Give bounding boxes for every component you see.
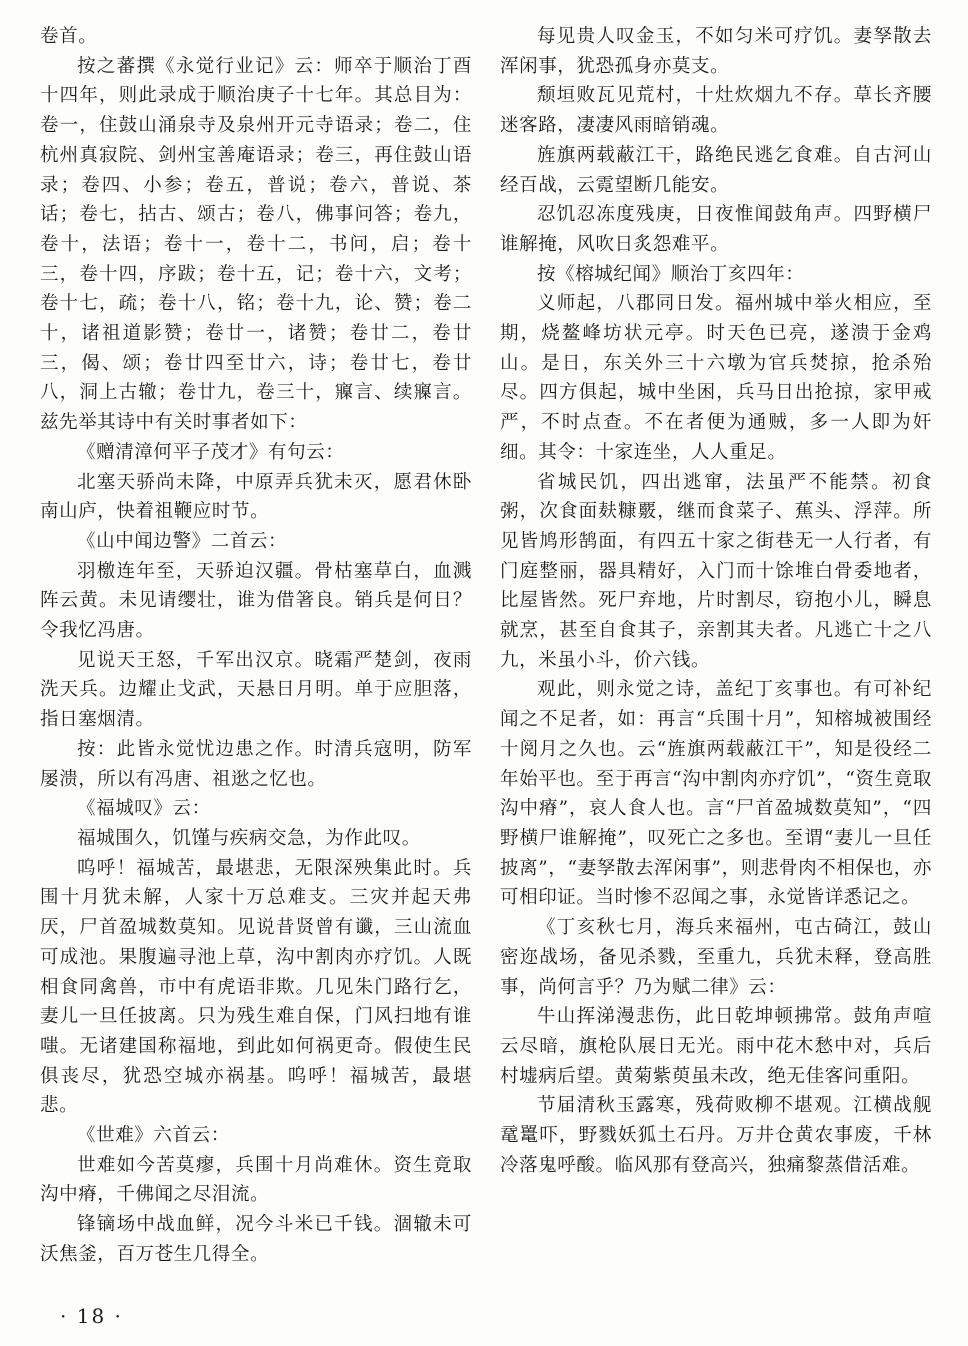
paragraph: 锋镝场中战血鲜，况今斗米已千钱。涸辙未可沃焦釜，百万苍生几得全。	[40, 1214, 472, 1265]
paragraph: 《福城叹》云：	[77, 798, 211, 820]
paragraph: 节届清秋玉露寒，残荷败柳不堪观。江横战舰鼋鼍吓，野戮妖狐土石丹。万井仓黄农事废，千林冷落鬼呼酸。临风那有登高兴，独痛黎蒸借活难。	[500, 1095, 932, 1176]
paragraph: 卷首。	[40, 26, 98, 47]
paragraph: 义师起，八郡同日发。福州城中举火相应，至期，烧鳌峰坊状元亭。时天色已亮，遂溃于金鸡山。是日，东关外三十六墩为官兵焚掠，抢杀殆尽。四方俱起，城中坐困，兵马日出抢掠，家甲戒严，不时点查。不在者便为通贼，多一人即为奸细。其令：十家连坐，人人重足。	[500, 293, 932, 463]
paragraph: 呜呼！福城苦，最堪悲，无限深殃集此时。兵围十月犹未解，人家十万总难支。三灾并起天弗厌，尸首盈城数莫知。见说昔贤曾有谶，三山流血可成池。果腹遍寻池上草，沟中割肉亦疗饥。人既相食同禽兽，市中有虎语非欺。几见朱门路行乞，妻儿一旦任披离。只为残生难自保，门风扫地有谁嗤。无诸建国称福地，到此如何祸更奇。假使生民俱丧尽，犹恐空城亦祸基。呜呼！福城苦，最堪悲。	[40, 857, 472, 1117]
paragraph: 按《榕城纪闻》顺治丁亥四年：	[537, 263, 805, 285]
paragraph: 每见贵人叹金玉，不如匀米可疗饥。妻孥散去浑闲事，犹恐孤身亦莫支。	[500, 26, 932, 77]
paragraph: 北塞天骄尚未降，中原弄兵犹未灭，愿君休卧南山庐，快着祖鞭应时节。	[40, 471, 472, 523]
paragraph: 《世难》六首云：	[77, 1125, 230, 1147]
paragraph: 《赠清漳何平子茂才》有句云：	[77, 441, 345, 463]
paragraph: 福城围久，饥馑与疾病交急，为作此叹。	[77, 827, 421, 849]
paragraph: 牛山挥涕漫悲伤，此日乾坤顿拂常。鼓角声喧云尽暗，旗枪队展日无光。雨中花木愁中对，兵后村墟病后望。黄菊紫萸虽未改，绝无佳客问重阳。	[500, 1006, 932, 1087]
paragraph: 《丁亥秋七月，海兵来福州，屯古碕江，鼓山密迩战场，备见杀戮，至重九，兵犹未释，登高胜事，尚何言乎？乃为赋二律》云：	[500, 917, 932, 998]
paragraph: 按之蕃撰《永觉行业记》云：师卒于顺治丁酉十四年，则此录成于顺治庚子十七年。其总目为：卷一，住鼓山涌泉寺及泉州开元寺语录；卷二，住杭州真寂院、剑州宝善庵语录；卷三，再住鼓山语录；卷四、小参；卷五，普说；卷六，普说、茶话；卷七，拈古、颂古；卷八，佛事问答；卷九，卷十，法语；卷十一，卷十二，书问，启；卷十三，卷十四，序跋；卷十五，记；卷十六，文考；卷十七，疏；卷十八，铭；卷十九，论、赞；卷二十，诸祖道影赞；卷廿一，诸赞；卷廿二，卷廿三，偈、颂；卷廿四至廿六，诗；卷廿七，卷廿八，洞上古辙；卷廿九，卷三十，寱言、续寱言。兹先举其诗中有关时事者如下：	[40, 55, 472, 434]
paragraph: 旌旗两载蔽江干，路绝民逃乞食难。自古河山经百战，云霓望断几能安。	[500, 144, 932, 196]
paragraph: 观此，则永觉之诗，盖纪丁亥事也。有可补纪闻之不足者，如：再言“兵围十月”，知榕城被围经十阅月之久也。云“旌旗两载蔽江干”，知是役经二年始平也。至于再言“沟中割肉亦疗饥”，“资生竟取沟中瘠”，哀人食人也。言“尸首盈城数莫知”，“四野横尸谁解掩”，叹死亡之多也。至谓“妻儿一旦任披离”，“妻孥散去浑闲事”，则悲骨肉不相保也，亦可相印证。当时惨不忍闻之事，永觉皆详悉记之。	[500, 679, 932, 909]
paragraph: 忍饥忍冻度残庚，日夜惟闻鼓角声。四野横尸谁解掩，风吹日炙怨难平。	[500, 204, 932, 255]
paragraph: 《山中闻边警》二首云：	[77, 530, 288, 552]
left-text-column	[40, 22, 472, 1270]
paragraph: 按：此皆永觉忧边患之作。时清兵寇明，防军屡溃，所以有冯唐、祖逖之忆也。	[40, 738, 472, 790]
paragraph: 省城民饥，四出逃窜，法虽严不能禁。初食粥，次食面麸糠覈，继而食菜子、蕉头、浮萍。所见皆鸠形鹄面，有四五十家之街巷无一人行者，有门庭整丽，器具精好，入门而十馀堆白骨委地者，比屋皆然。死尸弃地，片时割尽，窃抱小儿，瞬息就烹，甚至自食其子，亲割其夫者。凡逃亡十之八九，米虽小斗，价六钱。	[500, 471, 932, 671]
right-text-column	[500, 22, 932, 1180]
paragraph: 世难如今苦莫瘳，兵围十月尚难休。资生竟取沟中瘠，千佛闻之尽泪流。	[40, 1154, 472, 1206]
paragraph: 见说天王怒，千军出汉京。晓霜严楚剑，夜雨洗天兵。边耀止戈武，天悬日月明。单于应胆落，指日塞烟清。	[40, 649, 472, 731]
paragraph: 颓垣败瓦见荒村，十灶炊烟九不存。草长齐腰迷客路，凄凄风雨暗销魂。	[500, 85, 932, 137]
page-number: · 18 ·	[60, 1304, 123, 1328]
paragraph: 羽檄连年至，天骄迫汉疆。骨枯塞草白，血溅阵云黄。未见请缨壮，谁为借箸良。销兵是何日？令我忆冯唐。	[40, 560, 472, 642]
